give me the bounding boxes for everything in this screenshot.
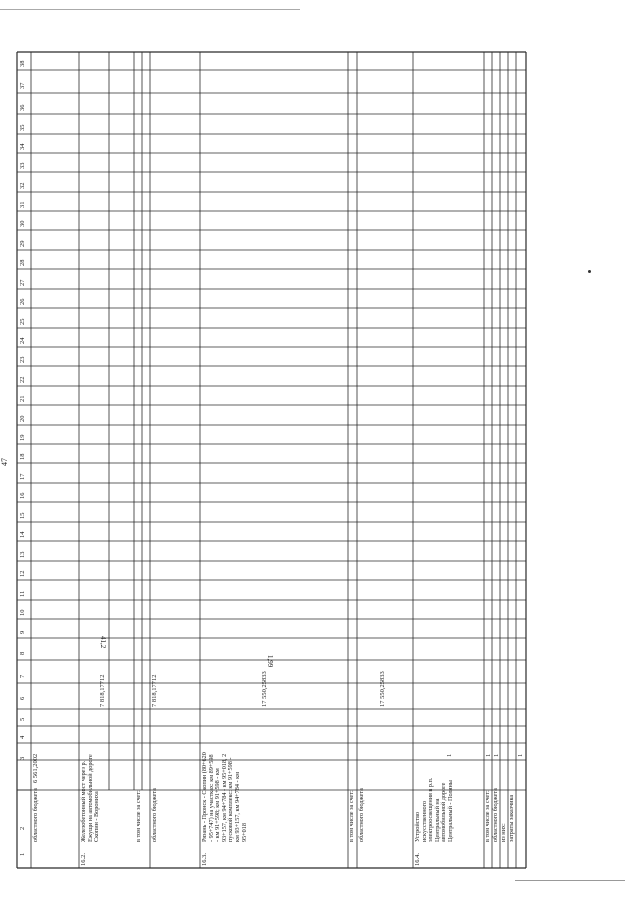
scan-line bbox=[515, 880, 625, 881]
col-header: 30 bbox=[19, 220, 26, 227]
col-header: 34 bbox=[19, 143, 26, 150]
col-header: 37 bbox=[19, 82, 26, 89]
col-header: 16 bbox=[19, 492, 26, 499]
row-name: областного бюджета bbox=[358, 788, 365, 842]
col-header: 20 bbox=[19, 415, 26, 422]
col-header: 25 bbox=[19, 318, 26, 325]
row-name: Устройство искусственного электроосвещения в р.п. Центральный на автомобильной дороге Центральный - Поляны bbox=[414, 777, 454, 842]
row-name: Рязань - Пронск - Скопин (80+620 - 95+747) на участках: км 89+598 - км 91+598; км 91+598 - км 93+157, км 94+784 - км 95+018, 2 пусковой комплекс: км 91+598 - км 93+157, км 94+784 - км 95+018 bbox=[201, 752, 248, 842]
row-name: областного бюджета bbox=[32, 788, 39, 842]
col-header: 31 bbox=[19, 201, 26, 208]
col-header: 10 bbox=[19, 609, 26, 616]
col-header: 35 bbox=[19, 124, 26, 131]
col-header: 29 bbox=[19, 240, 26, 247]
cell-col6: 7 818,17712 bbox=[151, 674, 158, 707]
col-header: 1 bbox=[19, 852, 26, 856]
col-header: 2 bbox=[19, 826, 26, 830]
col-header: 15 bbox=[19, 512, 26, 519]
col-header: 6 bbox=[19, 696, 26, 700]
col-header: 8 bbox=[19, 651, 26, 655]
col-header: 13 bbox=[19, 551, 26, 558]
col-header: 24 bbox=[19, 337, 26, 344]
cell-col7: 1,99 bbox=[266, 655, 274, 668]
col-header: 11 bbox=[19, 590, 26, 597]
page-number: 47 bbox=[0, 458, 9, 466]
col-header: 38 bbox=[19, 60, 26, 67]
col-header: 3 bbox=[19, 756, 26, 760]
cell-col6: 7 818,17712 bbox=[99, 674, 106, 707]
col-header: 21 bbox=[19, 395, 26, 402]
col-header: 26 bbox=[19, 298, 26, 305]
cell-total: 1 bbox=[493, 753, 500, 757]
col-header: 36 bbox=[19, 104, 26, 111]
col-header: 5 bbox=[19, 717, 26, 721]
cell-col6: 17 550,25833 bbox=[261, 671, 268, 707]
row-name: областного бюджета bbox=[492, 788, 499, 842]
col-header: 22 bbox=[19, 376, 26, 383]
col-header: 28 bbox=[19, 259, 26, 266]
cell-total: 1 bbox=[485, 753, 492, 757]
row-name: затраты заказчика bbox=[508, 794, 515, 842]
row-name: из них: bbox=[500, 823, 507, 842]
cell-col6: 17 550,25833 bbox=[379, 671, 386, 707]
row-name: в том числе за счет: bbox=[135, 790, 142, 842]
col-header: 32 bbox=[19, 182, 26, 189]
col-header: 19 bbox=[19, 434, 26, 441]
scan-line bbox=[0, 9, 300, 10]
col-header: 33 bbox=[19, 162, 26, 169]
row-number: 16.3. bbox=[201, 853, 208, 866]
scan-speck bbox=[588, 270, 591, 273]
cell-total: 6 561,2002 bbox=[32, 753, 39, 783]
row-number: 16.4. bbox=[414, 853, 421, 866]
cell-total: 1 bbox=[446, 753, 453, 757]
col-header: 7 bbox=[19, 674, 26, 678]
col-header: 27 bbox=[19, 279, 26, 286]
col-header: 18 bbox=[19, 453, 26, 460]
col-header: 9 bbox=[19, 630, 26, 634]
row-name: в том числе за счет: bbox=[484, 790, 491, 842]
col-header: 4 bbox=[19, 735, 26, 739]
col-header: 17 bbox=[19, 473, 26, 480]
cell-col8: 41,2 bbox=[99, 636, 107, 649]
row-name: областного бюджета bbox=[151, 788, 158, 842]
cell-total: 1 bbox=[517, 753, 524, 757]
col-header: 12 bbox=[19, 570, 26, 577]
row-name: в том числе за счет: bbox=[348, 790, 355, 842]
row-number: 16.2. bbox=[80, 853, 87, 866]
col-header: 14 bbox=[19, 531, 26, 538]
col-header: 23 bbox=[19, 356, 26, 363]
row-name: Железобетонный мост через р. Ежущи на автомобильной дороге Скопин - Ворониха bbox=[80, 754, 101, 842]
